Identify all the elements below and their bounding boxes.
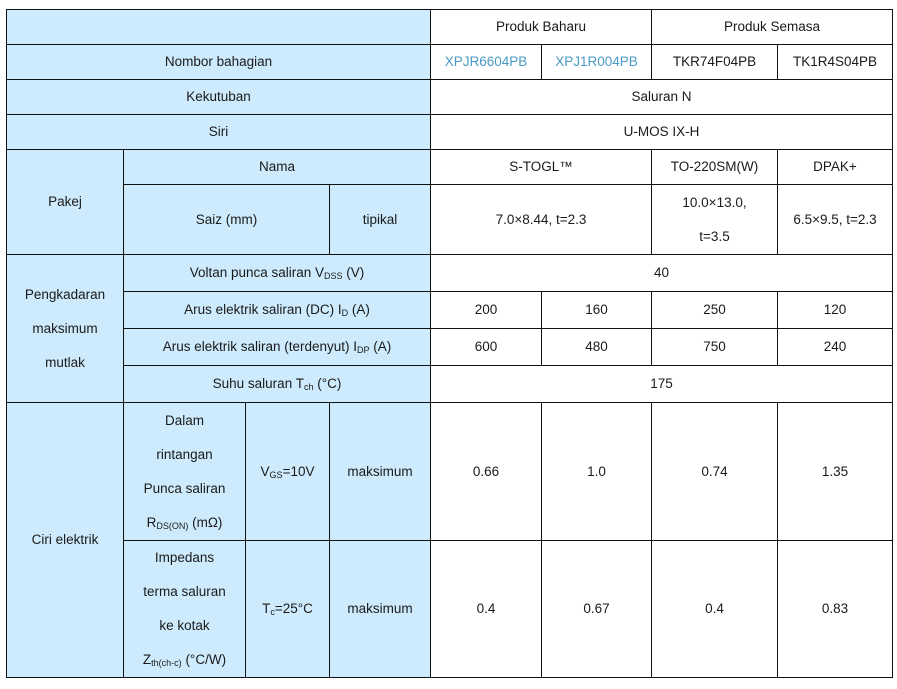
- series-row: [7, 115, 893, 150]
- package-size-to220-line2: t=3.5: [699, 228, 730, 244]
- zth-label-line2: terma saluran: [143, 584, 226, 599]
- id-value: 250: [652, 292, 778, 329]
- package-size-row: [7, 185, 893, 255]
- rds-condition: $V_{GS}=10V$: [246, 403, 330, 541]
- part-tkr74f04pb: TKR74F04PB: [652, 45, 778, 80]
- zth-value: 0.83: [778, 541, 893, 678]
- rds-symbol: $R_{DS(ON)}$ (mΩ): [146, 514, 223, 531]
- idp-label: Arus elektrik saliran (terdenyut) $I_{DP}$ (A): [124, 329, 431, 366]
- zth-qualifier: maksimum: [330, 541, 431, 678]
- abs-max-label: [7, 255, 124, 403]
- spec-comparison-table: [6, 9, 893, 678]
- abs-max-label-line3: mutlak: [45, 354, 85, 370]
- vdss-row: [7, 255, 893, 292]
- rds-value: 0.66: [431, 403, 542, 541]
- part-number-row: [7, 45, 893, 80]
- zth-value: 0.67: [542, 541, 652, 678]
- zth-label-line1: Impedans: [154, 550, 215, 565]
- part-link-xpj1r004pb[interactable]: XPJ1R004PB: [542, 45, 652, 80]
- package-size-label: Saiz (mm): [124, 185, 330, 255]
- rds-value: 1.35: [778, 403, 893, 541]
- series-label: Siri: [7, 115, 431, 150]
- zth-label-line3: ke kotak: [159, 618, 210, 633]
- package-size-qualifier: tipikal: [330, 185, 431, 255]
- rds-label-line3: Punca saliran: [143, 480, 226, 496]
- id-label: Arus elektrik saliran (DC) $I_D$ (A): [124, 292, 431, 329]
- rds-label-line1: Dalam: [164, 412, 204, 428]
- rds-value: 0.74: [652, 403, 778, 541]
- package-name-label: Nama: [124, 150, 431, 185]
- rds-row: [7, 403, 893, 541]
- series-value: U-MOS IX-H: [431, 115, 893, 150]
- rds-label: [124, 403, 246, 541]
- idp-value: 240: [778, 329, 893, 366]
- package-size-to220: [652, 185, 778, 255]
- vdss-value: 40: [431, 255, 893, 292]
- polarity-value: Saluran N: [431, 80, 893, 115]
- id-row: [7, 292, 893, 329]
- id-value: 160: [542, 292, 652, 329]
- package-name-to220: TO-220SM(W): [652, 150, 778, 185]
- abs-max-label-line2: maksimum: [32, 320, 98, 336]
- package-name-stogl: S-TOGL™: [431, 150, 652, 185]
- idp-value: 600: [431, 329, 542, 366]
- package-size-to220-line1: 10.0×13.0,: [682, 194, 747, 210]
- idp-row: [7, 329, 893, 366]
- polarity-row: [7, 80, 893, 115]
- tch-row: [7, 366, 893, 403]
- electrical-label: Ciri elektrik: [7, 403, 124, 678]
- zth-value: 0.4: [431, 541, 542, 678]
- vdss-label: Voltan punca saliran $V_{DSS}$ (V): [124, 255, 431, 292]
- package-size-stogl: 7.0×8.44, t=2.3: [431, 185, 652, 255]
- zth-label: [124, 541, 246, 678]
- tch-label: Suhu saluran $T_{ch}$ (°C): [124, 366, 431, 403]
- polarity-label: Kekutuban: [7, 80, 431, 115]
- package-name-dpak: DPAK+: [778, 150, 893, 185]
- part-tk1r4s04pb: TK1R4S04PB: [778, 45, 893, 80]
- zth-condition: $T_c=25^\circ C$: [246, 541, 330, 678]
- package-size-dpak: 6.5×9.5, t=2.3: [778, 185, 893, 255]
- zth-symbol: $Z_{th(ch-c)}$ (°C/W): [142, 652, 227, 668]
- rds-label-line2: rintangan: [156, 446, 213, 462]
- abs-max-label-line1: Pengkadaran: [24, 286, 106, 302]
- group-new-products: Produk Baharu: [431, 10, 652, 45]
- group-header-row: [7, 10, 893, 45]
- package-name-row: [7, 150, 893, 185]
- zth-row: [7, 541, 893, 678]
- group-current-products: Produk Semasa: [652, 10, 893, 45]
- id-value: 200: [431, 292, 542, 329]
- tch-value: 175: [431, 366, 893, 403]
- idp-value: 750: [652, 329, 778, 366]
- part-number-label: Nombor bahagian: [7, 45, 431, 80]
- id-value: 120: [778, 292, 893, 329]
- idp-value: 480: [542, 329, 652, 366]
- zth-value: 0.4: [652, 541, 778, 678]
- corner-cell: [7, 10, 431, 45]
- package-label: Pakej: [7, 150, 124, 255]
- part-link-xpjr6604pb[interactable]: XPJR6604PB: [431, 45, 542, 80]
- rds-value: 1.0: [542, 403, 652, 541]
- rds-qualifier: maksimum: [330, 403, 431, 541]
